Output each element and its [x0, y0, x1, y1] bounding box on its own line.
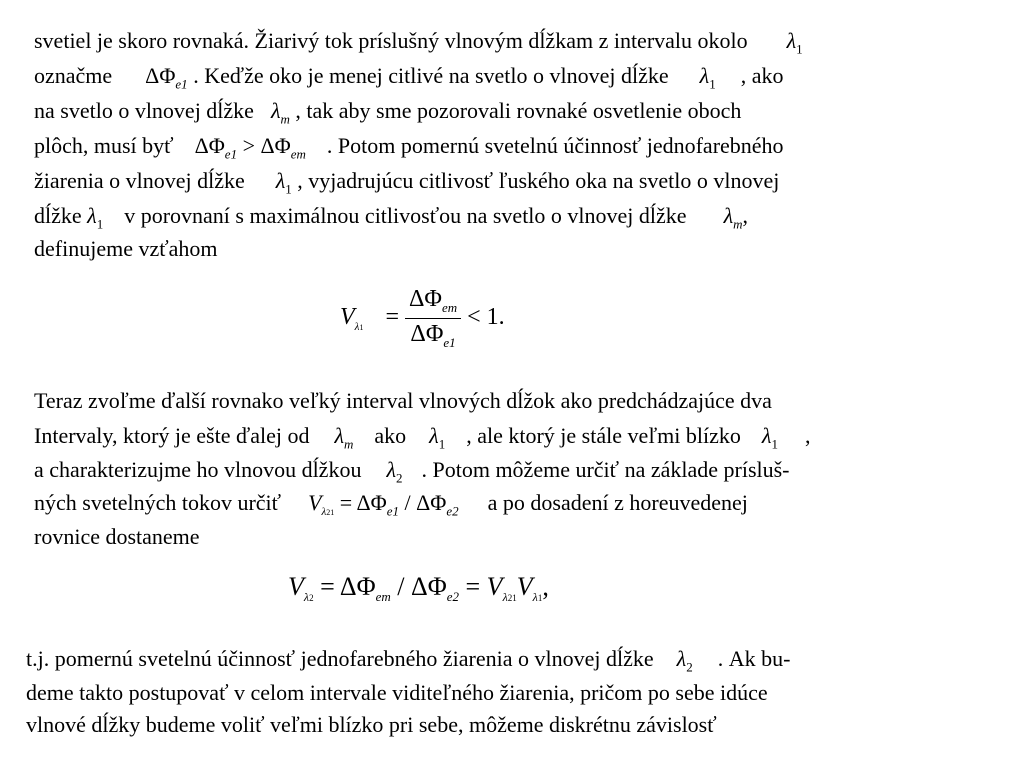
subscript: e1 [386, 503, 400, 519]
v-symbol: V [516, 572, 533, 601]
lambda-symbol: λ [676, 646, 687, 671]
text: , [804, 423, 811, 448]
less-than-one: < 1. [467, 303, 505, 330]
text: , vyjadrujúcu citlivosť ľuského oka na svetlo o vlnovej [297, 168, 780, 193]
p2-line-1 [34, 386, 772, 416]
subscript: e1 [443, 334, 456, 350]
p1-line-1 [34, 26, 803, 56]
text: a charakterizujme ho vlnovou dĺžkou [34, 457, 362, 482]
text: . Potom môžeme určiť na základe prísluš- [421, 457, 790, 482]
lambda-symbol: λ [87, 203, 97, 228]
p2-line-5 [34, 522, 200, 552]
subscript: e1 [175, 76, 188, 92]
equation-1 [340, 286, 505, 351]
lambda-symbol: λ [275, 168, 286, 193]
subscript: 1 [285, 181, 292, 197]
subscript: 2 [395, 470, 403, 486]
p2-line-2 [34, 421, 810, 451]
text: rovnice dostaneme [34, 524, 200, 549]
fraction [405, 286, 461, 351]
subscript: 1 [709, 76, 716, 92]
text: t.j. pomernú svetelnú účinnosť jednofarebného žiarenia o vlnovej dĺžke [26, 646, 654, 671]
subscript: m [733, 216, 743, 232]
subscript: m [280, 111, 290, 127]
p3-line-3 [26, 710, 717, 740]
delta-phi-symbol: ΔΦ [260, 133, 291, 158]
text: . Potom pomernú svetelnú účinnosť jednofarebného [326, 133, 784, 158]
subscript: e2 [446, 503, 459, 519]
lambda-symbol: λ [532, 590, 538, 605]
lambda-symbol: λ [354, 320, 360, 333]
subscript: em [290, 146, 306, 162]
lambda-symbol: λ [334, 423, 345, 448]
text: svetiel je skoro rovnaká. Žiarivý tok príslušný vlnovým dĺžkam z intervalu okolo [34, 28, 748, 53]
text: . Ak bu- [717, 646, 791, 671]
subscript: e2 [446, 589, 459, 605]
text: , ale ktorý je stále veľmi blízko [466, 423, 741, 448]
subscript: 21 [326, 508, 335, 518]
text: ako [374, 423, 407, 448]
text: , ako [740, 63, 784, 88]
slash: / [397, 572, 405, 601]
subscript: 2 [686, 659, 693, 675]
text: Intervaly, ktorý je ešte ďalej od [34, 423, 310, 448]
text: označme [34, 63, 113, 88]
subscript: em [441, 299, 458, 315]
equals-sign: = [385, 303, 399, 330]
lambda-symbol: λ [303, 590, 310, 605]
text: dĺžke [34, 203, 82, 228]
text: vlnové dĺžky budeme voliť veľmi blízko pri sebe, môžeme diskrétnu závislosť [26, 712, 717, 737]
subscript: 1 [359, 322, 364, 332]
delta-phi-symbol: ΔΦ [194, 133, 225, 158]
equation-2 [288, 572, 549, 605]
delta-phi-symbol: ΔΦ [408, 286, 442, 312]
lambda-symbol: λ [723, 203, 734, 228]
lambda-symbol: λ [699, 63, 710, 88]
text: v porovnaní s maximálnou citlivosťou na svetlo o vlnovej dĺžke [124, 203, 687, 228]
p1-line-6 [34, 201, 748, 231]
p1-line-5 [34, 166, 779, 196]
subscript: em [375, 589, 391, 605]
subscript: 1 [771, 436, 778, 452]
text: , [742, 203, 748, 228]
p1-line-4 [34, 131, 784, 161]
greater-than-sign: > [242, 133, 255, 158]
v-symbol: V [308, 490, 322, 515]
delta-phi-symbol: ΔΦ [356, 490, 387, 515]
lambda-symbol: λ [502, 590, 508, 605]
v-symbol: V [288, 572, 304, 601]
text: deme takto postupovať v celom intervale viditeľného žiarenia, pričom po sebe idúce [26, 680, 768, 705]
delta-phi-symbol: ΔΦ [416, 490, 447, 515]
delta-phi-symbol: ΔΦ [410, 320, 444, 347]
equals-sign: = [465, 572, 481, 601]
p3-line-1 [26, 644, 790, 674]
v-symbol: V [340, 303, 355, 330]
p2-line-4 [34, 488, 748, 518]
subscript: 2 [309, 593, 314, 604]
lambda-symbol: λ [761, 423, 772, 448]
text: . Keďže oko je menej citlivé na svetlo o vlnovej dĺžke [193, 63, 669, 88]
subscript: 1 [438, 436, 446, 452]
lambda-symbol: λ [270, 98, 281, 123]
text: a po dosadení z horeuvedenej [487, 490, 748, 515]
text: ných svetelných tokov určiť [34, 490, 282, 515]
p1-line-2 [34, 61, 783, 91]
v-symbol: V [486, 572, 503, 601]
text: definujeme vzťahom [34, 236, 218, 261]
p2-line-3 [34, 455, 790, 485]
text: žiarenia o vlnovej dĺžke [34, 168, 245, 193]
text: Teraz zvoľme ďalší rovnako veľký interval vlnových dĺžok ako predchádzajúce dva [34, 388, 772, 413]
text: , tak aby sme pozorovali rovnaké osvetlenie oboch [295, 98, 742, 123]
p1-line-7 [34, 234, 218, 264]
equals-sign: = [320, 572, 335, 601]
delta-phi-symbol: ΔΦ [145, 63, 176, 88]
subscript: m [344, 436, 354, 452]
comma: , [542, 572, 549, 601]
subscript: 1 [796, 41, 803, 57]
fraction-bar [405, 318, 461, 319]
lambda-symbol: λ [429, 423, 439, 448]
subscript: 21 [507, 593, 517, 604]
subscript: 1 [96, 216, 104, 232]
text: plôch, musí byť [34, 133, 174, 158]
lambda-symbol: λ [321, 506, 327, 519]
delta-phi-symbol: ΔΦ [410, 572, 447, 601]
p1-line-3 [34, 96, 741, 126]
p3-line-2 [26, 678, 768, 708]
equals-sign: = [339, 490, 353, 515]
subscript: e1 [224, 146, 238, 162]
text: na svetlo o vlnovej dĺžke [34, 98, 254, 123]
lambda-symbol: λ [786, 28, 797, 53]
slash: / [404, 490, 411, 515]
subscript: 1 [537, 593, 543, 604]
delta-phi-symbol: ΔΦ [339, 572, 376, 601]
lambda-symbol: λ [386, 457, 396, 482]
